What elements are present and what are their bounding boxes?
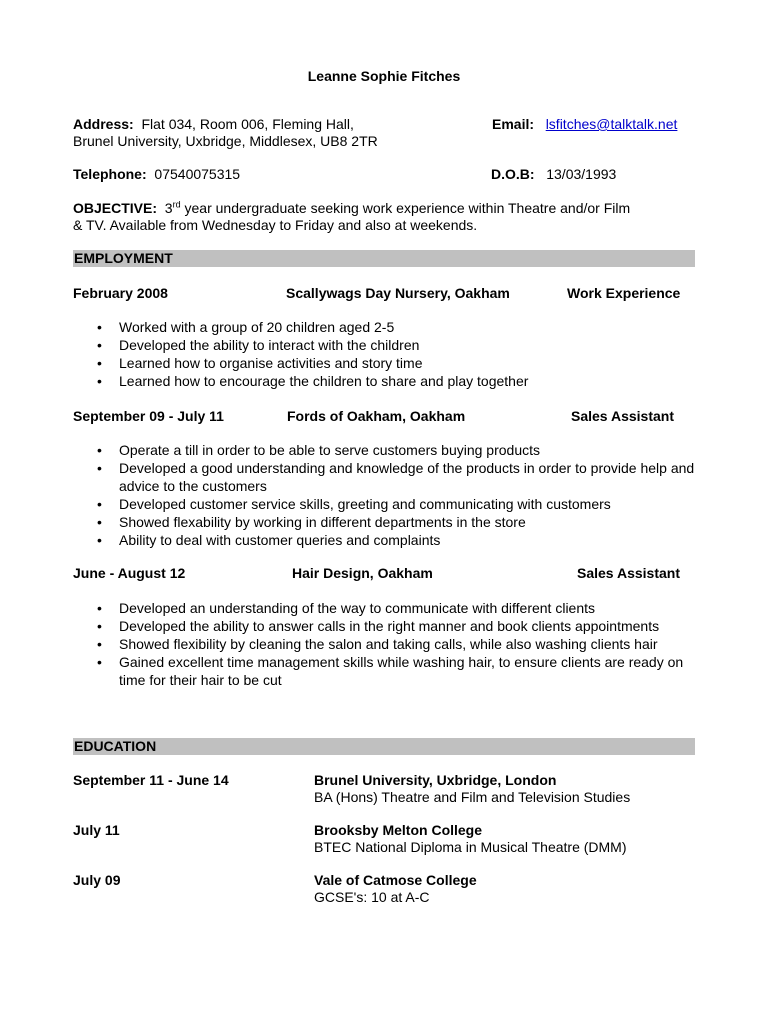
job-employer: Scallywags Day Nursery, Oakham (286, 285, 510, 301)
list-item: • Showed flexibility by cleaning the salon and taking calls, while also washing clients hair (97, 636, 658, 652)
job-role: Sales Assistant (577, 565, 680, 581)
education-date: July 09 (73, 872, 121, 888)
objective-text-2: & TV. Available from Wednesday to Friday and also at weekends. (73, 217, 478, 233)
telephone-label: Telephone: (73, 166, 147, 182)
education-date: September 11 - June 14 (73, 772, 229, 788)
objective-line-1 (73, 200, 630, 217)
list-item: • Developed an understanding of the way to communicate with different clients (97, 600, 596, 616)
list-item: • Ability to deal with customer queries and complaints (97, 532, 441, 548)
list-item: • Worked with a group of 20 children aged 2-5 (97, 319, 395, 335)
list-item: • Learned how to organise activities and story time (97, 355, 423, 371)
objective-label: OBJECTIVE: (73, 200, 158, 216)
bullet-icon: • (97, 600, 102, 616)
list-item: • Developed a good understanding and knowledge of the products in order to provide help and advice to the customers (97, 460, 695, 494)
job-employer: Fords of Oakham, Oakham (287, 408, 466, 424)
education-institution: Vale of Catmose College (314, 872, 477, 888)
list-item: • Operate a till in order to be able to serve customers buying products (97, 442, 540, 458)
bullet-icon: • (97, 496, 102, 512)
address-label: Address: (73, 116, 134, 132)
bullet-icon: • (97, 654, 102, 670)
education-institution: Brunel University, Uxbridge, London (314, 772, 557, 788)
bullet-icon: • (97, 514, 102, 530)
job-date: February 2008 (73, 285, 168, 301)
cv-name: Leanne Sophie Fitches (307, 68, 461, 84)
objective-year-suffix: rd (172, 199, 181, 210)
job-date: June - August 12 (73, 565, 186, 581)
job-employer: Hair Design, Oakham (292, 565, 433, 581)
address-value-2: Brunel University, Uxbridge, Middlesex, UB8 2TR (73, 133, 378, 149)
list-item: • Developed the ability to answer calls in the right manner and book clients appointments (97, 618, 660, 634)
bullet-icon: • (97, 337, 102, 353)
dob-row (491, 166, 616, 183)
dob-value: 13/03/1993 (546, 166, 617, 182)
list-item: • Developed customer service skills, greeting and communicating with customers (97, 496, 611, 512)
list-item: • Gained excellent time management skills while washing hair, to ensure clients are ready on time for their hair to be cut (97, 654, 684, 688)
bullet-icon: • (97, 319, 102, 335)
bullet-icon: • (97, 636, 102, 652)
telephone-row (73, 166, 240, 183)
email-row (492, 116, 677, 133)
bullet-icon: • (97, 532, 102, 548)
job-role: Work Experience (567, 285, 681, 301)
address-value-1: Flat 034, Room 006, Fleming Hall, (141, 116, 354, 132)
education-date: July 11 (73, 822, 120, 838)
bullet-icon: • (97, 373, 102, 389)
list-item: • Learned how to encourage the children to share and play together (97, 373, 529, 389)
bullet-icon: • (97, 442, 102, 458)
education-detail: GCSE's: 10 at A-C (314, 889, 430, 905)
job-bullet-list (73, 318, 698, 390)
education-institution: Brooksby Melton College (314, 822, 483, 838)
email-label: Email: (492, 116, 535, 132)
bullet-icon: • (97, 460, 102, 476)
objective-text-1: year undergraduate seeking work experience within Theatre and/or Film (184, 200, 631, 216)
list-item: • Showed flexability by working in different departments in the store (97, 514, 526, 530)
email-link[interactable]: lsfitches@talktalk.net (545, 116, 678, 132)
job-bullet-list (73, 441, 698, 549)
dob-label: D.O.B: (491, 166, 535, 182)
education-detail: BTEC National Diploma in Musical Theatre (DMM) (314, 839, 627, 855)
bullet-icon: • (97, 355, 102, 371)
education-detail: BA (Hons) Theatre and Film and Television Studies (314, 789, 631, 805)
education-heading: EDUCATION (73, 738, 695, 755)
telephone-value: 07540075315 (154, 166, 241, 182)
employment-heading: EMPLOYMENT (73, 250, 695, 267)
objective-year: 3 (164, 200, 173, 216)
job-bullet-list (73, 599, 698, 689)
bullet-icon: • (97, 618, 102, 634)
list-item: • Developed the ability to interact with the children (97, 337, 420, 353)
job-date: September 09 - July 11 (73, 408, 224, 424)
job-role: Sales Assistant (571, 408, 674, 424)
address-line-1 (73, 116, 354, 133)
